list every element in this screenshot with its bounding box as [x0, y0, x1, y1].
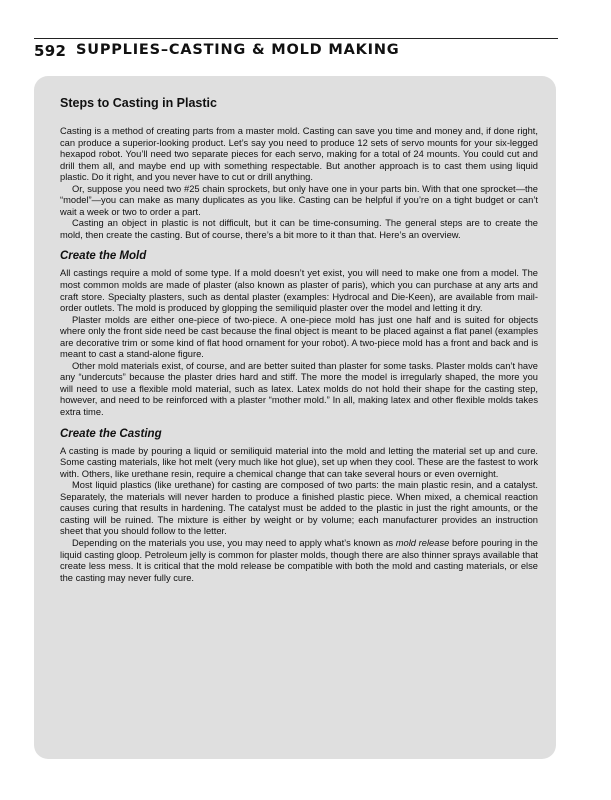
casting-paragraph: Most liquid plastics (like urethane) for casting are composed of two parts: the main plastic resin, and a catalyst. Separately, the materials will never harden to produce a finished plastic piece. When mixed, a chemical reaction causes curing that results in hardening. The catalyst must be added to the plastic in just the right amounts, or the casting will be ruined. The mixture is either by weight or by volume; each manufacturer provides an instruction sheet that you should follow to the letter.: [60, 480, 538, 537]
page-number: 592: [34, 42, 67, 60]
panel-title: Steps to Casting in Plastic: [60, 96, 217, 110]
text-span: Depending on the materials you use, you may need to apply what’s known as: [72, 537, 396, 548]
mold-release-term: mold release: [395, 537, 450, 548]
intro-paragraph: Casting is a method of creating parts from a master mold. Casting can save you time and money and, if done right, can produce a superior-looking product. Let’s say you need to produce 12 sets of servo mounts for your six-legged hexapod robot. You’ll need two separate pieces for each servo, making for a total of 24 mounts. You could cut and drill them all, and maybe end up with something respectable. But another approach is to cast them using liquid plastic. Do it right, and you never have to cut or drill anything.: [60, 126, 538, 183]
mold-paragraph: Plaster molds are either one-piece of two-piece. A one-piece mold has just one half and is suited for objects where only the front side need be cast because the final object is meant to be placed against a flat panel (examples are decorative trim or some kind of flat hood ornament for your robot). A two-piece mold has a front and back and is meant to cast a stand-alone figure.: [60, 314, 538, 360]
sidebar-panel: [34, 76, 556, 759]
casting-paragraph: A casting is made by pouring a liquid or semiliquid material into the mold and letting the material set up and cure. Some casting materials, like hot melt (very much like hot glue), set up when they cool. These are the fastest to work with. Others, like urethane resin, require a chemical change that can take several hours or even overnight.: [60, 445, 538, 479]
panel-content: [60, 96, 538, 584]
create-mold-heading: Create the Mold: [60, 250, 147, 263]
running-header: [34, 38, 558, 61]
intro-paragraph: Or, suppose you need two #25 chain sprockets, but only have one in your parts bin. With that one sprocket—the “model”—you can make as many duplicates as you like. Casting can be helpful if you’re on a tight budget or can’t wait a week or two to order a part.: [60, 183, 538, 217]
create-casting-heading: Create the Casting: [60, 427, 162, 440]
casting-paragraph-mold-release: [60, 538, 538, 584]
section-title: SUPPLIES–CASTING & MOLD MAKING: [76, 42, 400, 58]
text-span: before pouring in the liquid casting gloop. Petroleum jelly is common for plaster molds, though there are also thinner sprays available that create less mess. It is critical that the mold release be compatible with both the mold and casting materials, or else the casting may never fully cure.: [60, 537, 539, 583]
mold-paragraph: Other mold materials exist, of course, and are better suited than plaster for some tasks. Plaster molds can’t have any “undercuts” because the plaster dries hard and stiff. The more the model is irregularly shaped, the more you will need to use a flexible mold material, such as latex. Latex molds do not hold their shape for the casting step, however, and need to be reinforced with a plaster “mother mold.” In all, making latex and other flexible molds takes extra time.: [60, 360, 538, 418]
mold-paragraph: All castings require a mold of some type. If a mold doesn’t yet exist, you will need to make one from a model. The most common molds are made of plaster (also known as plaster of paris), which you can purchase at any arts and craft store. Specialty plasters, such as dental plaster (examples: Hydrocal and Die-Keen), are available from mail-order outlets. The mold is produced by glopping the semiliquid plaster over the model and letting it dry.: [60, 268, 538, 314]
intro-paragraph: Casting an object in plastic is not difficult, but it can be time-consuming. The general steps are to create the mold, then create the casting. But of course, there’s a bit more to it than that. Here’s an overview.: [60, 218, 538, 240]
